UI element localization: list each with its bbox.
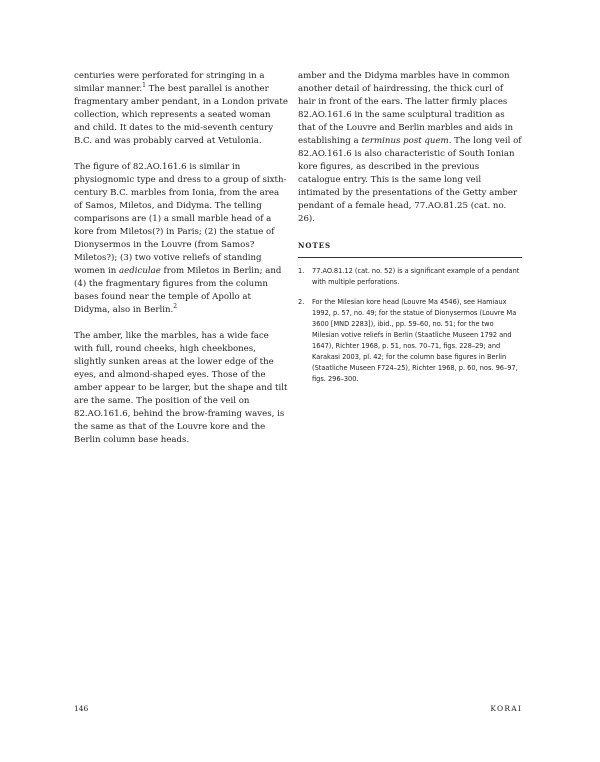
note-text: For the Milesian kore head (Louvre Ma 4546), see Hamiaux 1992, p. 57, no. 49; for the statue of Dionysermos (Louvre Ma 3600 [MND 2283]), ibid., pp. 59–60, no. 51; for the two Milesian votive reliefs in Berlin (Staatliche Museen 1792 and 1647), Richter 1968, p. 51, nos. 70–71, figs. 228–29; and Karakasi 2003, pl. 42; for the column base figures in Berlin (Staatliche Museen F724–25), Richter 1968, p. 60, nos. 96–97, figs. 296–300. [312,298,518,383]
paragraph: The figure of 82.AO.161.6 is similar in physiognomic type and dress to a group of sixth-century B.C. marbles from Ionia, from the area of Samos, Miletos, and Didyma. The telling comparisons are (1) a small marble head of a kore from Miletos(?) in Paris; (2) the statue of Dionysermos in the Louvre (from Samos? Miletos?); (3) two votive reliefs of standing women in aediculae from Miletos in Berlin; and (4) the fragmentary figures from the column bases found near the temple of Apollo at Didyma, also in Berlin.$^2$ [74,162,287,315]
footnote-ref[interactable]: 2 [173,303,178,311]
note-number: 2. [298,298,305,306]
running-head: KORAI [490,704,522,713]
notes-heading: NOTES [298,239,522,258]
note-item [298,266,522,288]
italic-term: aediculae [119,266,161,276]
paragraph: centuries were perforated for stringing in a similar manner.$^1$ The best parallel is another fragmentary amber pendant, in a London private collection, which represents a seated woman and child. It dates to the mid-seventh century B.C. and was probably carved at Vetulonia. [74,71,288,146]
italic-term: terminus post quem [361,136,449,146]
note-number: 1. [298,267,305,275]
footnote-ref[interactable]: 1 [142,82,146,90]
note-item [298,297,522,385]
paragraph: The amber, like the marbles, has a wide face with full, round cheeks, high cheekbones, slightly sunken areas at the lower edge of the eyes, and almond-shaped eyes. Those of the amber appear to be larger, but the shape and tilt are the same. The position of the veil on 82.AO.161.6, behind the brow-framing waves, is the same as that of the Louvre kore and the Berlin column base heads. [74,331,288,445]
note-text: 77.AO.81.12 (cat. no. 52) is a significant example of a pendant with multiple perforations. [312,267,520,286]
left-column [74,70,289,460]
paragraph: amber and the Didyma marbles have in common another detail of hairdressing, the thick curl of hair in front of the ears. The latter firmly places 82.AO.161.6 in the same sculptural tradition as that of the Louvre and Berlin marbles and aids in establishing a terminus post quem. The long veil of 82.AO.161.6 is also characteristic of South Ionian kore figures, as described in the previous catalogue entry. This is the same long veil intimated by the presentations of the Getty amber pendant of a female head, 77.AO.81.25 (cat. no. 26). [298,71,522,224]
right-column [298,70,522,394]
page-number: 146 [74,704,89,713]
notes-list [298,266,522,385]
